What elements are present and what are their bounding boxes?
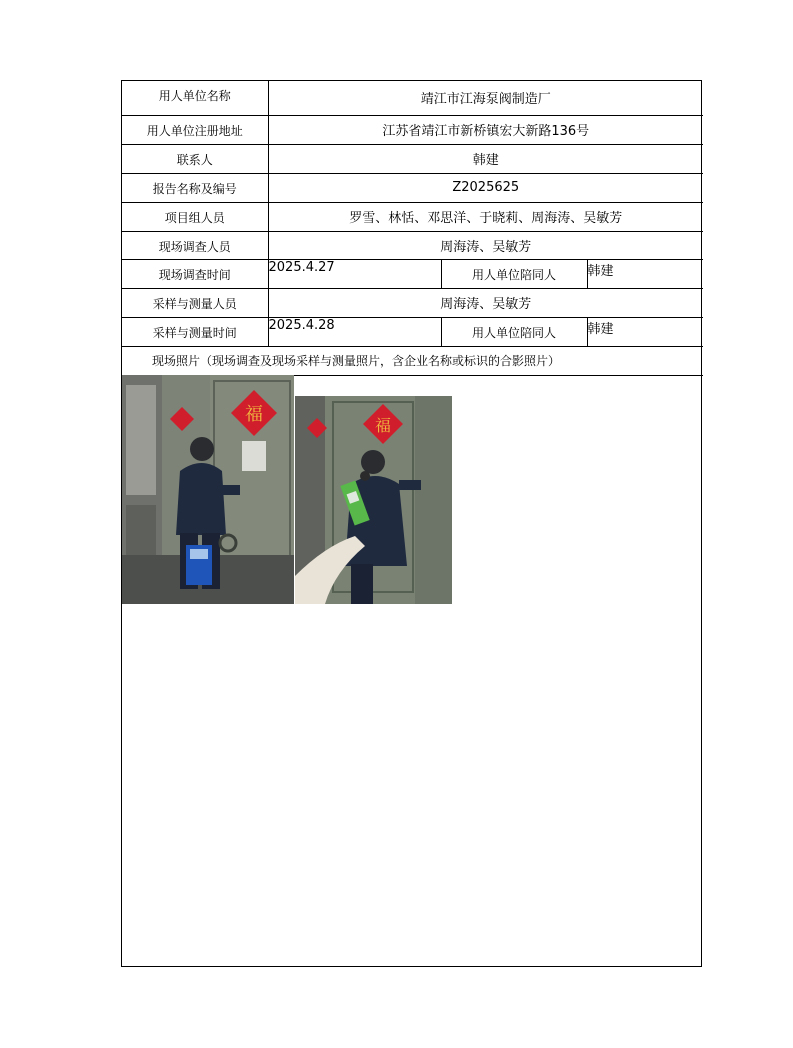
sampling-escort-value: 韩建 — [587, 317, 703, 346]
row-survey-staff — [122, 231, 703, 259]
row-contact — [122, 144, 703, 173]
sampling-photo — [295, 396, 452, 604]
row-survey-time — [122, 259, 703, 288]
photos-heading: 现场照片（现场调查及现场采样与测量照片，含企业名称或标识的合影照片） — [122, 346, 703, 375]
employer-address-label: 用人单位注册地址 — [122, 115, 268, 144]
contact-value: 韩建 — [268, 144, 703, 173]
sampling-time-label: 采样与测量时间 — [122, 317, 268, 346]
employer-name-label: 用人单位名称 — [122, 81, 268, 115]
sampling-escort-label: 用人单位陪同人 — [441, 317, 587, 346]
report-id-label: 报告名称及编号 — [122, 173, 268, 202]
row-employer-address — [122, 115, 703, 144]
survey-staff-label: 现场调查人员 — [122, 231, 268, 259]
report-id-value: Z2025625 — [268, 173, 703, 202]
employer-name-value: 靖江市江海泵阀制造厂 — [268, 81, 703, 115]
svg-text:福: 福 — [374, 416, 392, 435]
survey-record-sheet — [121, 80, 702, 967]
contact-label: 联系人 — [122, 144, 268, 173]
row-photos-heading — [122, 346, 703, 375]
row-sampling-staff — [122, 288, 703, 317]
sampling-staff-value: 周海涛、吴敏芳 — [268, 288, 703, 317]
sampling-time-value: 2025.4.28 — [268, 317, 441, 346]
survey-photo-image — [122, 375, 294, 604]
project-team-value: 罗雪、林恬、邓思洋、于晓莉、周海涛、吴敏芳 — [268, 202, 703, 231]
survey-staff-value: 周海涛、吴敏芳 — [268, 231, 703, 259]
survey-escort-value: 韩建 — [587, 259, 703, 288]
survey-time-label: 现场调查时间 — [122, 259, 268, 288]
sampling-photo-image — [295, 396, 452, 604]
sampling-staff-label: 采样与测量人员 — [122, 288, 268, 317]
survey-time-value: 2025.4.27 — [268, 259, 441, 288]
survey-escort-label: 用人单位陪同人 — [441, 259, 587, 288]
row-sampling-time — [122, 317, 703, 346]
svg-text:福: 福 — [245, 404, 263, 425]
row-report-id — [122, 173, 703, 202]
project-team-label: 项目组人员 — [122, 202, 268, 231]
employer-address-value: 江苏省靖江市新桥镇宏大新路136号 — [268, 115, 703, 144]
row-project-team — [122, 202, 703, 231]
row-employer-name — [122, 81, 703, 115]
survey-photo — [122, 375, 294, 604]
info-table — [122, 81, 703, 376]
